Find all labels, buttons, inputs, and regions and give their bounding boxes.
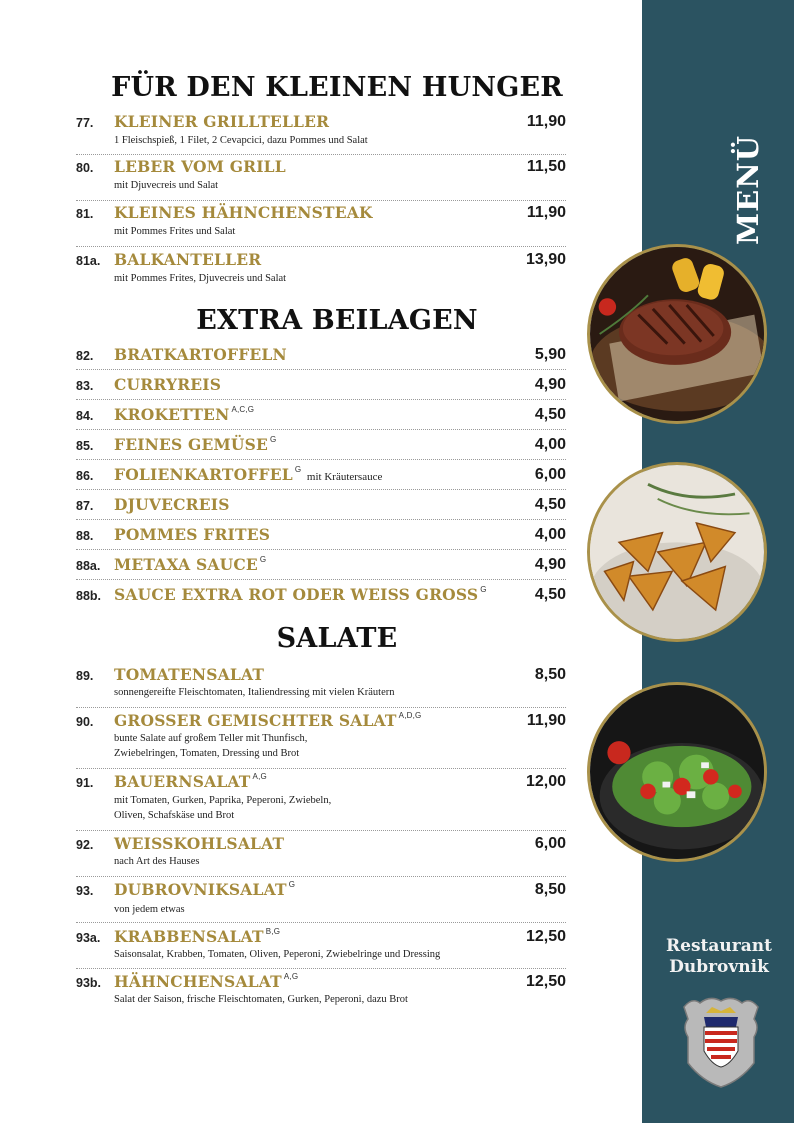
item-name: KLEINES HÄHNCHENSTEAK	[114, 203, 373, 222]
item-price: 4,90	[534, 376, 566, 393]
menu-item-91	[76, 772, 566, 831]
item-number: 93a.	[76, 931, 101, 945]
item-description: mit Pommes Frites und Salat	[114, 226, 236, 237]
item-description: mit Pommes Frites, Djuvecreis und Salat	[114, 273, 287, 284]
item-name: BALKANTELLER	[114, 250, 262, 269]
item-number: 80.	[76, 161, 94, 175]
item-price: 4,00	[534, 436, 566, 453]
menu-vertical-label	[728, 134, 768, 246]
menu-item-93	[76, 880, 566, 923]
item-price: 12,50	[525, 973, 566, 990]
item-number: 92.	[76, 838, 94, 852]
item-description: Saisonsalat, Krabben, Tomaten, Oliven, Peperoni, Zwiebelringe und Dressing	[114, 949, 441, 960]
item-price: 4,50	[534, 496, 566, 513]
item-number: 82.	[76, 349, 94, 363]
item-price: 13,90	[525, 251, 566, 268]
menu-item-85	[76, 435, 566, 460]
menu-item-86	[76, 465, 566, 490]
brand-line2: Dubrovnik	[669, 957, 769, 977]
item-price: 11,90	[526, 204, 566, 221]
item-description: mit Djuvecreis und Salat	[114, 180, 219, 191]
item-price: 4,90	[534, 556, 566, 573]
allergen-codes: B,G	[265, 927, 281, 936]
menu-item-81a	[76, 250, 566, 290]
allergen-codes: A,C,G	[231, 405, 255, 414]
item-number: 81.	[76, 207, 94, 221]
item-name: KROKETTEN $^{A,C,G}$	[114, 405, 255, 424]
allergen-codes: A,D,G	[398, 711, 422, 720]
item-number: 88b.	[76, 589, 102, 603]
menu-item-89	[76, 665, 566, 708]
item-number: 87.	[76, 499, 94, 513]
allergen-codes: A,G	[283, 972, 299, 981]
item-number: 86.	[76, 469, 94, 483]
item-number: 89.	[76, 669, 94, 683]
item-description: von jedem etwas	[114, 904, 185, 915]
allergen-codes: G	[269, 435, 277, 444]
item-name: HÄHNCHENSALAT $^{A,G}$	[114, 972, 299, 991]
item-price: 4,50	[534, 406, 566, 423]
item-name: CURRYREIS	[114, 375, 222, 394]
item-name: TOMATENSALAT	[114, 665, 265, 684]
item-price: 12,50	[525, 928, 566, 945]
item-name: POMMES FRITES	[114, 525, 271, 544]
menu-item-88	[76, 525, 566, 550]
item-number: 83.	[76, 379, 94, 393]
item-price: 11,50	[526, 158, 566, 175]
restaurant-logo-text	[648, 936, 790, 978]
item-number: 88.	[76, 529, 94, 543]
menu-item-83	[76, 375, 566, 400]
section-title-salate: SALATE	[276, 623, 398, 654]
allergen-codes: G	[480, 585, 487, 594]
item-name: FEINES GEMÜSE $^G$	[114, 435, 277, 454]
item-number: 85.	[76, 439, 94, 453]
menu-item-77	[76, 112, 566, 155]
item-price: 11,90	[526, 113, 566, 130]
item-number: 84.	[76, 409, 94, 423]
item-price: 12,00	[525, 773, 566, 790]
salad-photo	[587, 682, 767, 862]
steak-icon	[590, 247, 764, 421]
item-description: 1 Fleischspieß, 1 Filet, 2 Cevapcici, dazu Pommes und Salat	[114, 135, 368, 146]
potato-wedges-photo	[587, 462, 767, 642]
brand-line1: Restaurant	[666, 936, 772, 956]
item-name: SAUCE EXTRA ROT ODER WEISS GROSS $^G$	[114, 585, 487, 604]
item-name: FOLIENKARTOFFEL $^G$ mit Kräutersauce	[114, 465, 383, 484]
item-name: BRATKARTOFFELN	[114, 345, 287, 364]
menu-item-90	[76, 711, 566, 769]
item-price: 11,90	[526, 712, 566, 729]
item-number: 91.	[76, 776, 94, 790]
item-price: 6,00	[534, 835, 566, 852]
item-number: 90.	[76, 715, 94, 729]
allergen-codes: G	[259, 555, 267, 564]
menu-item-80	[76, 157, 566, 201]
item-price: 8,50	[534, 666, 566, 683]
menu-label-text: MENÜ	[731, 134, 765, 246]
menu-item-93b	[76, 972, 566, 1012]
item-name: KRABBENSALAT $^{B,G}$	[114, 927, 281, 946]
item-name: WEISSKOHLSALAT	[114, 834, 285, 853]
item-price: 6,00	[534, 466, 566, 483]
steak-photo	[587, 244, 767, 424]
salad-icon	[590, 685, 764, 859]
item-number: 88a.	[76, 559, 101, 573]
item-name: DJUVECREIS	[114, 495, 230, 514]
menu-item-84	[76, 405, 566, 430]
item-number: 77.	[76, 116, 94, 130]
menu-item-88a	[76, 555, 566, 580]
item-description: bunte Salate auf großem Teller mit Thunfisch, Zwiebelringen, Tomaten, Dressing und Brot	[114, 733, 308, 759]
section-title-kleiner-hunger: FÜR DEN KLEINEN HUNGER	[111, 72, 563, 103]
item-number: 81a.	[76, 254, 101, 268]
menu-item-88b	[76, 585, 566, 609]
item-name: DUBROVNIKSALAT $^G$	[114, 880, 296, 899]
item-name: GROSSER GEMISCHTER SALAT $^{A,D,G}$	[114, 711, 422, 730]
menu-item-92	[76, 834, 566, 877]
item-description: nach Art des Hauses	[114, 856, 200, 867]
coat-of-arms-icon	[680, 993, 762, 1089]
item-extra-note: mit Kräutersauce	[306, 471, 383, 483]
menu-item-82	[76, 345, 566, 370]
item-name: LEBER VOM GRILL	[114, 157, 286, 176]
allergen-codes: A,G	[252, 772, 267, 781]
item-description: sonnengereifte Fleischtomaten, Italiendressing mit vielen Kräutern	[114, 687, 395, 698]
item-description: Salat der Saison, frische Fleischtomaten, Gurken, Peperoni, dazu Brot	[114, 994, 408, 1005]
allergen-codes: G	[288, 880, 296, 889]
item-number: 93b.	[76, 976, 102, 990]
item-name: METAXA SAUCE $^G$	[114, 555, 267, 574]
item-description: mit Tomaten, Gurken, Paprika, Peperoni, Zwiebeln, Oliven, Schafskäse und Brot	[114, 795, 332, 821]
section-title-beilagen: EXTRA BEILAGEN	[196, 305, 478, 336]
menu-item-93a	[76, 927, 566, 969]
item-name: BAUERNSALAT $^{A,G}$	[114, 772, 267, 791]
potato-icon	[590, 465, 764, 639]
item-number: 93.	[76, 884, 94, 898]
item-price: 5,90	[534, 346, 566, 363]
item-name: KLEINER GRILLTELLER	[114, 112, 330, 131]
allergen-codes: G	[294, 465, 302, 474]
menu-item-87	[76, 495, 566, 520]
item-price: 4,00	[534, 526, 566, 543]
item-price: 8,50	[534, 881, 566, 898]
item-price: 4,50	[534, 586, 566, 603]
menu-item-81	[76, 203, 566, 247]
